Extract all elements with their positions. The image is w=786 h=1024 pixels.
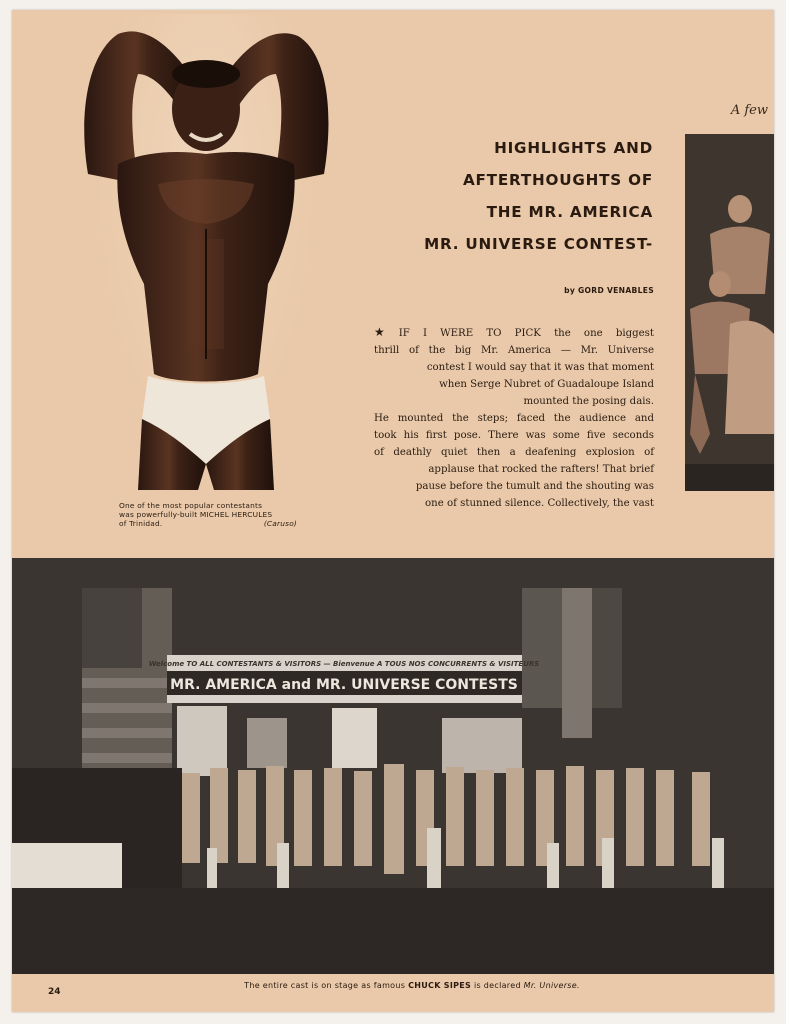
article-line: contest I would say that it was that moment	[426, 362, 654, 373]
bottom-caption	[212, 981, 612, 990]
headline	[357, 132, 653, 260]
hero-caption-line3-row	[119, 519, 297, 528]
hero-caption-line3: of Trinidad.	[119, 519, 163, 528]
article-line: one of stunned silence. Collectively, the vast	[425, 498, 654, 509]
byline: by GORD VENABLES	[564, 286, 654, 295]
article-line: He mounted the steps; faced the audience and	[374, 413, 654, 424]
article-line: of deathly quiet then a deafening explosion of	[374, 447, 654, 458]
kicker-text: A few	[730, 103, 768, 118]
article-line: when Serge Nubret of Guadaloupe Island	[439, 379, 654, 390]
banner-main-text: MR. AMERICA and MR. UNIVERSE CONTESTS	[170, 677, 518, 693]
hero-caption-line1: One of the most popular contestants	[119, 501, 263, 510]
article-line: applause that rocked the rafters! That brief	[428, 464, 654, 475]
page-number: 24	[48, 987, 61, 997]
star-icon: ★	[374, 325, 395, 339]
magazine-page	[12, 10, 774, 1012]
bottom-caption-pre: The entire cast is on stage as famous	[244, 981, 406, 990]
wrestlers-photo	[685, 134, 774, 491]
headline-line3: THE MR. AMERICA	[486, 203, 653, 221]
headline-line2: AFTERTHOUGHTS OF	[462, 171, 653, 189]
article-body	[374, 324, 654, 512]
headline-line1: HIGHLIGHTS AND	[494, 139, 653, 157]
hero-caption	[119, 501, 297, 528]
article-line: ★ IF I WERE TO PICK the one biggest	[374, 325, 654, 339]
article-line: thrill of the big Mr. America — Mr. Universe	[374, 345, 654, 356]
article-line: took his first pose. There was some five seconds	[374, 430, 654, 441]
banner-top-text: Welcome TO ALL CONTESTANTS & VISITORS — Bienvenue A TOUS NOS CONCURRENTS & VISITEURS	[148, 660, 540, 668]
hero-caption-credit: (Caruso)	[263, 519, 297, 528]
article-line: mounted the posing dais.	[523, 396, 654, 407]
bottom-caption-mid: is declared	[473, 981, 521, 990]
hero-caption-line2: was powerfully-built MICHEL HERCULES	[119, 510, 273, 519]
stage-photo	[12, 558, 774, 974]
hero-photo	[78, 14, 334, 490]
bottom-caption-title: Mr. Universe.	[523, 981, 580, 990]
article-line: pause before the tumult and the shouting was	[415, 481, 654, 492]
bottom-caption-name: CHUCK SIPES	[408, 981, 472, 990]
headline-line4: MR. UNIVERSE CONTEST-	[424, 235, 653, 253]
